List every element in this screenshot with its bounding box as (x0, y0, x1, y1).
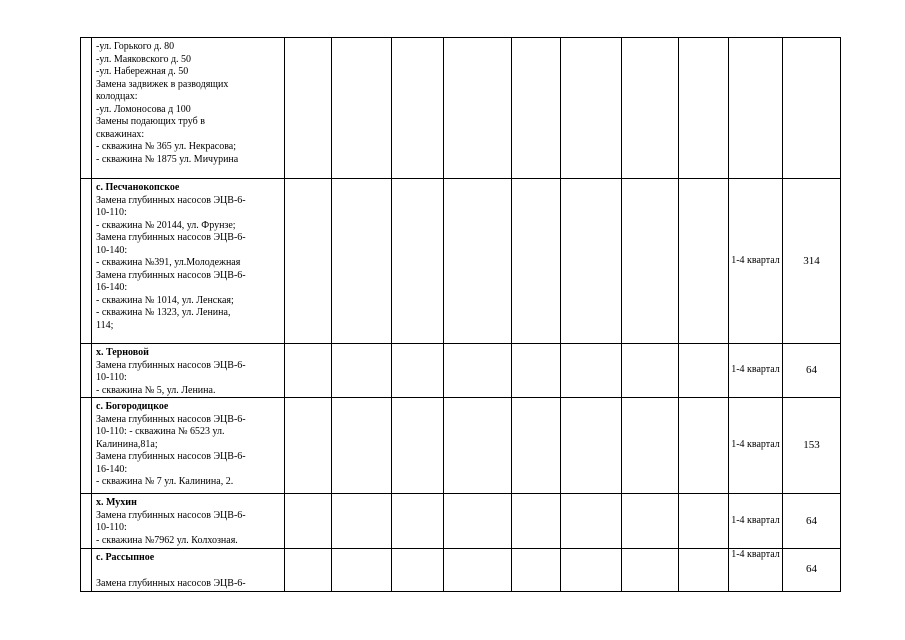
value-cell (622, 179, 679, 344)
value-cell (392, 549, 444, 592)
description-line: 16-140: (96, 463, 128, 475)
value-cell (622, 494, 679, 549)
works-table (80, 37, 841, 592)
value-cell (332, 179, 392, 344)
description-line: Замена глубинных насосов ЭЦВ-6- (96, 359, 246, 371)
value-cell (622, 38, 679, 179)
period-cell: 1-4 квартал (729, 179, 783, 344)
description-line: Замена глубинных насосов ЭЦВ-6- (96, 577, 246, 589)
value-cell (285, 549, 332, 592)
value-cell (561, 38, 622, 179)
amount-cell: 314 (783, 179, 841, 344)
value-cell (332, 398, 392, 494)
amount-cell: 64 (783, 549, 841, 592)
value-cell (392, 494, 444, 549)
settlement-name: с. Богородицкое (96, 401, 169, 412)
row-number-cell (81, 344, 92, 398)
period-cell: 1-4 квартал (729, 344, 783, 398)
description-line: - скважина № 5, ул. Ленина. (96, 384, 216, 396)
value-cell (512, 344, 561, 398)
description-line: - скважина № 1014, ул. Ленская; (96, 294, 234, 306)
description-line: - скважина №7962 ул. Колхозная. (96, 534, 238, 546)
value-cell (561, 549, 622, 592)
description-line: 16-140: (96, 282, 128, 293)
value-cell (392, 179, 444, 344)
description-line: - скважина № 1875 ул. Мичурина (96, 153, 239, 165)
value-cell (285, 344, 332, 398)
value-cell (332, 344, 392, 398)
value-cell (561, 398, 622, 494)
value-cell (622, 344, 679, 398)
period-cell: 1-4 квартал (729, 549, 783, 592)
description-line: - скважина № 20144, ул. Фрунзе; (96, 219, 236, 231)
row-number-cell (81, 179, 92, 344)
value-cell (444, 549, 512, 592)
value-cell (512, 38, 561, 179)
description-line: Замена задвижек в разводящих (96, 78, 229, 90)
table-row (81, 494, 841, 549)
description-line: скважинах: (96, 128, 145, 140)
value-cell (679, 549, 729, 592)
value-cell (622, 549, 679, 592)
description-cell (92, 494, 285, 549)
table-row (81, 398, 841, 494)
description-line: -ул. Набережная д. 50 (96, 66, 189, 77)
value-cell (512, 398, 561, 494)
row-number-cell (81, 549, 92, 592)
description-line: 10-140: (96, 244, 128, 256)
value-cell (512, 179, 561, 344)
description-line: Замена глубинных насосов ЭЦВ-6- (96, 194, 246, 206)
table-row (81, 549, 841, 592)
description-line: Замена глубинных насосов ЭЦВ-6- (96, 269, 246, 281)
description-line (96, 565, 282, 578)
description-cell (92, 38, 285, 179)
value-cell (285, 494, 332, 549)
amount-cell: 64 (783, 344, 841, 398)
value-cell (444, 494, 512, 549)
period-cell: 1-4 квартал (729, 494, 783, 549)
value-cell (679, 398, 729, 494)
value-cell (392, 38, 444, 179)
value-cell (392, 344, 444, 398)
settlement-name: х. Терновой (96, 347, 149, 358)
description-line: 10-110: - скважина № 6523 ул. (96, 426, 225, 437)
description-line: - скважина № 365 ул. Некрасова; (96, 141, 236, 152)
description-cell (92, 344, 285, 398)
description-line: -ул. Горького д. 80 (96, 41, 175, 52)
value-cell (444, 398, 512, 494)
description-line: - скважина № 1323, ул. Ленина, (96, 307, 231, 318)
settlement-name: с. Рассыпное (96, 552, 155, 563)
value-cell (444, 344, 512, 398)
value-cell (561, 344, 622, 398)
description-line: - скважина №391, ул.Молодежная (96, 257, 241, 268)
value-cell (561, 179, 622, 344)
table-row (81, 38, 841, 179)
description-line: колодцах: (96, 91, 138, 102)
value-cell (622, 398, 679, 494)
value-cell (392, 398, 444, 494)
value-cell (332, 494, 392, 549)
value-cell (285, 38, 332, 179)
description-line: Замена глубинных насосов ЭЦВ-6- (96, 509, 246, 521)
amount-cell: 153 (783, 398, 841, 494)
row-number-cell (81, 398, 92, 494)
description-cell (92, 179, 285, 344)
value-cell (444, 179, 512, 344)
description-line: Калинина,81а; (96, 438, 158, 450)
value-cell (679, 344, 729, 398)
table-row (81, 179, 841, 344)
description-line: Замена глубинных насосов ЭЦВ-6- (96, 413, 246, 425)
description-cell (92, 549, 285, 592)
value-cell (561, 494, 622, 549)
description-line: Замена глубинных насосов ЭЦВ-6- (96, 232, 246, 243)
description-line: 10-110: (96, 522, 127, 533)
value-cell (444, 38, 512, 179)
value-cell (285, 179, 332, 344)
description-line: Замена глубинных насосов ЭЦВ-6- (96, 451, 246, 462)
description-line: 10-110: (96, 372, 127, 383)
description-line: Замены подающих труб в (96, 116, 205, 127)
row-number-cell (81, 494, 92, 549)
table-row (81, 344, 841, 398)
settlement-name: х. Мухин (96, 497, 137, 508)
value-cell (332, 38, 392, 179)
value-cell (332, 549, 392, 592)
amount-cell (783, 38, 841, 179)
row-number-cell (81, 38, 92, 179)
amount-cell: 64 (783, 494, 841, 549)
description-line: -ул. Ломоносова д 100 (96, 103, 191, 115)
value-cell (679, 494, 729, 549)
description-line: - скважина № 7 ул. Калинина, 2. (96, 476, 234, 487)
value-cell (512, 494, 561, 549)
description-line: 114; (96, 319, 114, 331)
value-cell (679, 38, 729, 179)
value-cell (285, 398, 332, 494)
value-cell (679, 179, 729, 344)
period-cell: 1-4 квартал (729, 398, 783, 494)
description-line: -ул. Маяковского д. 50 (96, 53, 192, 65)
settlement-name: с. Песчанокопское (96, 182, 180, 193)
description-cell (92, 398, 285, 494)
value-cell (512, 549, 561, 592)
description-line: 10-110: (96, 207, 127, 218)
period-cell (729, 38, 783, 179)
